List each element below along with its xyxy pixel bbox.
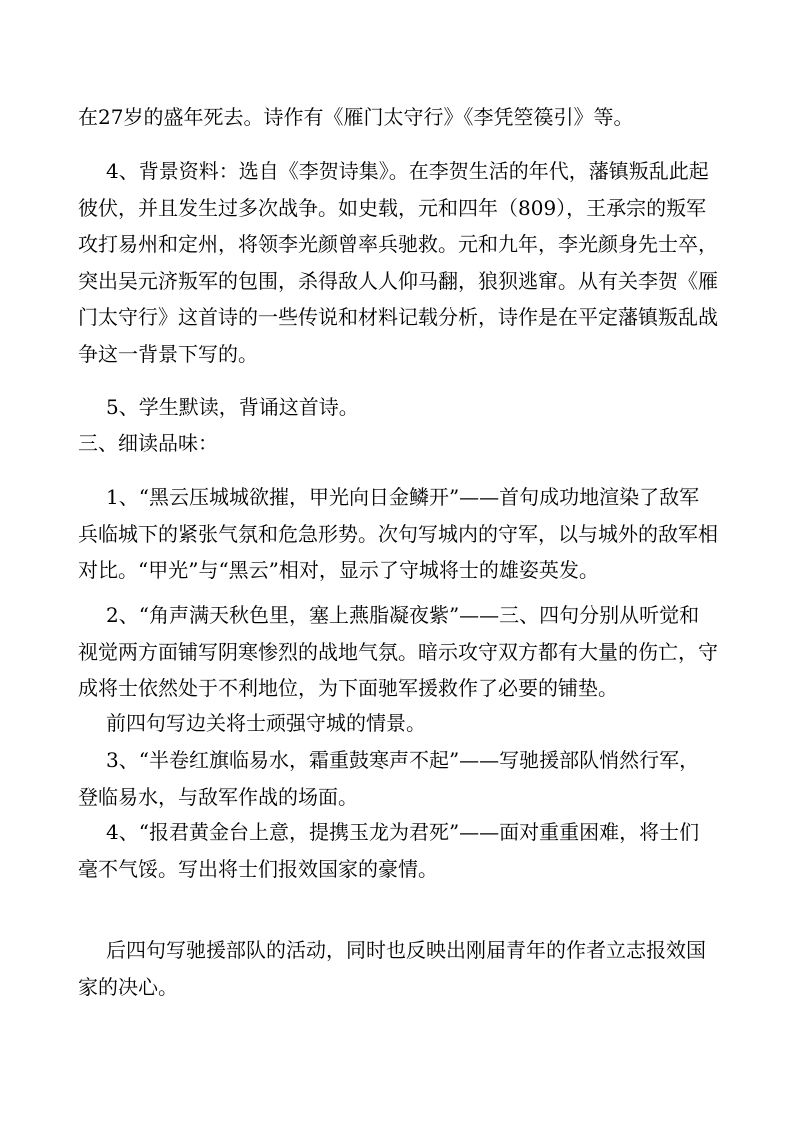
paragraph-analysis-4: 4、“报君黄金台上意，提携玉龙为君死”——面对重重困难，将士们毫不气馁。写出将士们报效国家的豪情。: [78, 820, 700, 881]
paragraph-analysis-1: 1、“黑云压城城欲摧，甲光向日金鳞开”——首句成功地渲染了敌军兵临城下的紧张气氛和危急形势。次句写城内的守军，以与城外的敌军相对比。“甲光”与“黑云”相对，显示了守城将士的雄姿英发。: [78, 485, 718, 582]
paragraph-analysis-2: 2、“角声满天秋色里，塞上燕脂凝夜紫”——三、四句分别从听觉和视觉两方面铺写阴寒惨烈的战地气氛。暗示攻守双方都有大量的伤亡，守成将士依然处于不利地位，为下面驰军援救作了必要的铺垫。: [78, 603, 718, 700]
paragraph-recite: 5、学生默读，背诵这首诗。: [106, 395, 359, 419]
paragraph-background: 4、背景资料：选自《李贺诗集》。在李贺生活的年代，藩镇叛乱此起彼伏，并且发生过多次战争。如史载，元和四年（809），王承宗的叛军攻打易州和定州，将领李光颜曾率兵驰救。元和九年，李光颜身先士卒，突出吴元济叛军的包围，杀得敌人人仰马翻，狼狈逃窜。从有关李贺《雁门太守行》这首诗的一些传说和材料记载分析，诗作是在平定藩镇叛乱战争这一背景下写的。: [78, 159, 718, 366]
paragraph-summary-first-four: 前四句写边关将士顽强守城的情景。: [106, 711, 426, 735]
paragraph-analysis-3: 3、“半卷红旗临易水，霜重鼓寒声不起”——写驰援部队悄然行军，登临易水，与敌军作战的场面。: [78, 748, 700, 809]
section-heading-close-reading: 三、细读品味：: [78, 431, 218, 455]
paragraph-summary-last-four: 后四句写驰援部队的活动，同时也反映出刚届青年的作者立志报效国家的决心。: [78, 938, 706, 999]
paragraph-author-death: 在27岁的盛年死去。诗作有《雁门太守行》《李凭箜篌引》等。: [78, 105, 634, 129]
